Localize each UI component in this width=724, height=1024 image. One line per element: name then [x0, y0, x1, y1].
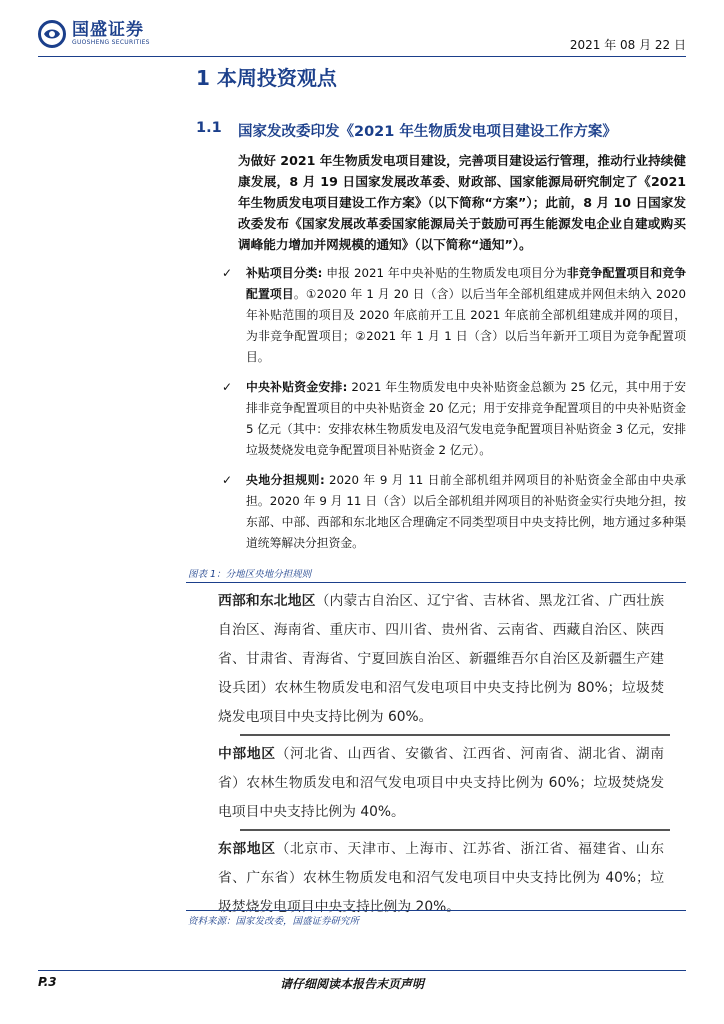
subsection-title	[196, 120, 617, 141]
check-icon: ✓	[222, 266, 233, 280]
section-title: 1 本周投资观点	[196, 66, 337, 90]
region-name: 东部地区	[218, 841, 276, 857]
bullet-text-bold: 非竞争配置项目和竞争配置项目	[246, 266, 686, 301]
bullet-cost-sharing	[222, 470, 686, 554]
bullet-label: 补贴项目分类:	[246, 266, 323, 280]
region-text: （河北省、山西省、安徽省、江西省、河南省、湖北省、湖南省）农林生物质发电和沼气发电项目中央支持比例为 60%；垃圾焚烧发电项目中央支持比例为 40%。	[218, 746, 665, 820]
bullet-text-pre: 申报 2021 年中央补贴的生物质发电项目分为	[322, 266, 567, 280]
company-logo	[38, 20, 150, 48]
figure-bottom-rule	[186, 910, 686, 911]
region-central	[218, 740, 664, 827]
bullet-text: 2020 年 9 月 11 日前全部机组并网项目的补贴资金全部由中央承担。2020 年 9 月 11 日（含）以后全部机组并网项目的补贴资金实行央地分担，按东部、中部、西部和东北地区合理确定不同类型项目中央支持比例，地方通过多种渠道统筹解决分担资金。	[246, 473, 686, 550]
region-name: 中部地区	[218, 746, 276, 762]
logo-en: GUOSHENG SECURITIES	[72, 39, 150, 46]
figure-source: 资料来源：国家发改委，国盛证券研究所	[188, 916, 360, 927]
figure-caption: 图表 1：分地区央地分担规则	[188, 569, 312, 580]
region-west-northeast	[218, 587, 664, 732]
figure-body	[218, 587, 664, 922]
page-number: P.3	[38, 975, 57, 989]
region-divider	[240, 829, 670, 831]
figure-top-rule	[186, 582, 686, 583]
guosheng-logo-icon	[38, 20, 66, 48]
lead-paragraph: 为做好 2021 年生物质发电项目建设，完善项目建设运行管理，推动行业持续健康发展，8 月 19 日国家发展改革委、财政部、国家能源局研究制定了《2021 年生物质发电项目建设工作方案》（以下简称“方案”）；此前，8 月 10 日国家发改委发布《国家发展改革委国家能源局关于鼓励可再生能源发电企业自建或购买调峰能力增加并网规模的通知》（以下简称“通知”）。	[238, 153, 686, 252]
bullet-text-post: 。①2020 年 1 月 20 日（含）以后当年全部机组建成并网但未纳入 2020 年补贴范围的项目及 2020 年底前开工且 2021 年底前全部机组建成并网的项目，为非竞争配置项目；②2021 年 1 月 1 日（含）以后当年新开工项目为竞争配置项目。	[246, 287, 686, 364]
header-divider	[38, 56, 686, 57]
footer-disclaimer: 请仔细阅读本报告末页声明	[280, 977, 425, 991]
subsection-text: 国家发改委印发《2021 年生物质发电项目建设工作方案》	[238, 124, 617, 140]
page-header	[38, 18, 686, 58]
region-name: 西部和东北地区	[218, 593, 316, 609]
bullet-text: 2021 年生物质发电中央补贴资金总额为 25 亿元，其中用于安排非竞争配置项目的中央补贴资金 20 亿元；用于安排竞争配置项目的中央补贴资金 5 亿元（其中：安排农林生物质发电及沼气发电竞争配置项目补贴资金 3 亿元，安排垃圾焚烧发电竞争配置项目补贴资金 2 亿元）。	[246, 380, 686, 457]
subsection-number: 1.1	[196, 120, 222, 136]
region-divider	[240, 734, 670, 736]
bullet-label: 央地分担规则:	[246, 473, 325, 487]
region-text: （北京市、天津市、上海市、江苏省、浙江省、福建省、山东省、广东省）农林生物质发电和沼气发电项目中央支持比例为 40%；垃圾焚烧发电项目中央支持比例为 20%。	[218, 841, 665, 915]
footer-divider	[38, 970, 686, 971]
check-icon: ✓	[222, 380, 233, 394]
region-east	[218, 835, 664, 922]
report-date: 2021 年 08 月 22 日	[569, 38, 686, 52]
bullet-subsidy-classification	[222, 263, 686, 368]
region-text: （内蒙古自治区、辽宁省、吉林省、黑龙江省、广西壮族自治区、海南省、重庆市、四川省、贵州省、云南省、西藏自治区、陕西省、甘肃省、青海省、宁夏回族自治区、新疆维吾尔自治区及新疆生产建设兵团）农林生物质发电和沼气发电项目中央支持比例为 80%；垃圾焚烧发电项目中央支持比例为 60%。	[218, 593, 665, 725]
logo-cn: 国盛证券	[72, 20, 144, 40]
bullet-label: 中央补贴资金安排:	[246, 380, 348, 394]
check-icon: ✓	[222, 473, 233, 487]
bullet-central-funding	[222, 377, 686, 461]
